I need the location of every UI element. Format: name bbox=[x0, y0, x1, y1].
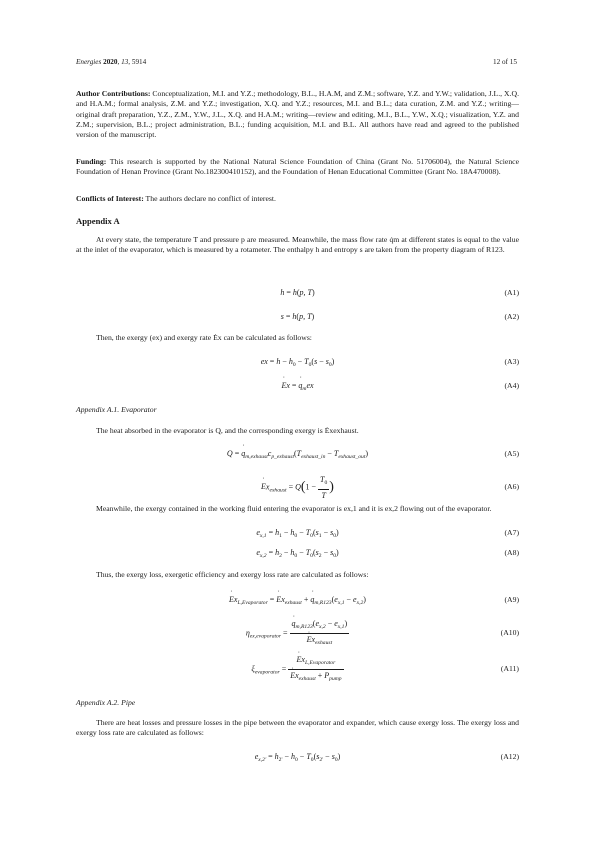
section-a1-heading: Appendix A.1. Evaporator bbox=[76, 405, 157, 414]
appendix-a-heading: Appendix A bbox=[76, 216, 120, 226]
equation-a12-number: (A12) bbox=[500, 752, 519, 761]
equation-a4-expression: E ˙x = q $˙_mex$ bbox=[76, 381, 519, 392]
equation-a9-expression: E $˙x_{L,Evaporator} = E$ $˙x_{exhaust} + q$ $˙_{m,R123}(e_{x,1} - e_{x,2})$ bbox=[76, 595, 519, 606]
running-header-citation: Energies 2020, 13, 5914 bbox=[76, 58, 147, 66]
equation-a2-number: (A2) bbox=[504, 312, 519, 321]
equation-a8-number: (A8) bbox=[504, 548, 519, 557]
equation-a2-expression: s = h(p, T) bbox=[280, 312, 315, 321]
conflicts-text: The authors declare no conflict of interest. bbox=[143, 194, 276, 203]
equation-a5-number: (A5) bbox=[504, 449, 519, 458]
equation-a8 bbox=[76, 548, 519, 562]
appendix-a-intro-paragraph: At every state, the temperature T and pressure p are measured. Meanwhile, the mass flow rate q̇m at different states is equal to the value at the inlet of the evaporator, which is measured by a rotameter. The enthalpy h and entropy s are taken from the property diagram of R123. bbox=[76, 235, 519, 255]
funding-paragraph bbox=[76, 157, 519, 178]
equation-a5 bbox=[76, 449, 519, 463]
equation-a8-expression: $e_{x,2} = h_2 - h_0 - T_0(s_2 - s_0)$ bbox=[256, 548, 339, 559]
journal-year: 2020 bbox=[103, 58, 118, 66]
appendix-a-intro bbox=[76, 235, 519, 256]
equation-a10-expression: $\eta_{ex,evaporator}$ = $\frac{q ˙_{m,R123}(e_{x,2} - e_{x,1})}{E ˙x_{exhaust}}$ bbox=[76, 618, 519, 649]
equation-a6 bbox=[76, 474, 519, 500]
appendix-a-exergy-intro bbox=[76, 333, 519, 343]
section-a2-text-para: There are heat losses and pressure losses in the pipe between the evaporator and expander, which cause exergy loss. The exergy loss and exergy loss rate are calculated as follows: bbox=[76, 718, 519, 738]
equation-a4-number: (A4) bbox=[504, 381, 519, 390]
equation-a7-expression: $e_{x,1} = h_1 - h_0 - T_0(s_1 - s_0)$ bbox=[256, 528, 339, 539]
equation-a10 bbox=[76, 618, 519, 646]
equation-a11-expression: $\xi_{evaporator}$ = $\frac{E ˙x_{L,Evaporator}}{E ˙x_{exhaust} + P_{pump}}$ bbox=[76, 654, 519, 685]
section-a2-heading: Appendix A.2. Pipe bbox=[76, 698, 136, 707]
section-a1-text-2-para: Meanwhile, the exergy contained in the working fluid entering the evaporator is ex,1 and it is ex,2 flowing out of the evaporator. bbox=[96, 504, 492, 513]
appendix-a-heading-block bbox=[76, 216, 519, 226]
equation-a12-expression: $e_{x,2'} = h_{2'} - h_0 - T_0(s_{2'} - s_0)$ bbox=[254, 752, 341, 763]
equation-a1 bbox=[76, 288, 519, 302]
equation-a1-expression: h = h(p, T) bbox=[280, 288, 315, 297]
equation-a11-number: (A11) bbox=[500, 664, 519, 673]
author-contributions-text: Conceptualization, M.I. and Y.Z.; methodology, B.L., H.A.M, and Z.M.; software, Y.Z. and Y.W.; validation, J.L., X.Q. and H.A.M.; formal analysis, Z.M. and Y.Z.; investigation, X.Q. and Y.Z.; resources, M.I. and B.L.; data curation, Z.M. and Y.Z.; writing—original draft preparation, Y.Z., Z.M., Y.W., J.L., X.Q. and H.A.M.; writing—review and editing, M.I., B.L., Y.W., X.Q.; visualization, Y.Z. and Z.M.; supervision, B.L.; project administration, B.L.; funding acquisition, M.I. and B.L. All authors have read and agreed to the published version of the manuscript. bbox=[76, 89, 519, 140]
journal-volume: 13 bbox=[121, 58, 129, 66]
section-a1-text-1 bbox=[76, 426, 519, 436]
funding-block bbox=[76, 157, 519, 178]
equation-a6-number: (A6) bbox=[504, 482, 519, 491]
equation-a2 bbox=[76, 312, 519, 326]
equation-a11 bbox=[76, 654, 519, 682]
equation-a7 bbox=[76, 528, 519, 542]
equation-a1-number: (A1) bbox=[504, 288, 519, 297]
section-a2-heading-block bbox=[76, 698, 519, 707]
conflicts-paragraph bbox=[76, 194, 519, 204]
equation-a3-expression: ex = $h - h_0 - T_0(s - s_0)$ bbox=[260, 357, 335, 368]
equation-a9-number: (A9) bbox=[504, 595, 519, 604]
equation-a3 bbox=[76, 357, 519, 371]
article-number: , 5914 bbox=[128, 58, 147, 66]
author-contributions-paragraph bbox=[76, 89, 519, 140]
author-contributions-block bbox=[76, 89, 519, 140]
author-contributions-label: Author Contributions: bbox=[76, 89, 151, 98]
section-a1-text-2 bbox=[76, 504, 519, 514]
equation-a3-number: (A3) bbox=[504, 357, 519, 366]
conflicts-block bbox=[76, 194, 519, 204]
funding-label: Funding: bbox=[76, 157, 107, 166]
equation-a4 bbox=[76, 381, 519, 395]
journal-name: Energies bbox=[76, 58, 102, 66]
equation-a6-expression: E $˙x_{exhaust} = Q(1$ − $\frac{T_0}{T}$ ) bbox=[76, 474, 519, 501]
appendix-a-exergy-intro-text: Then, the exergy (ex) and exergy rate Ėx can be calculated as follows: bbox=[96, 333, 312, 342]
section-a1-text-1-para: The heat absorbed in the evaporator is Q, and the corresponding exergy is Ėxexhaust. bbox=[96, 426, 359, 435]
section-a1-heading-block bbox=[76, 405, 519, 414]
equation-a12 bbox=[76, 752, 519, 766]
conflicts-label: Conflicts of Interest: bbox=[76, 194, 144, 203]
equation-a10-number: (A10) bbox=[500, 628, 519, 637]
equation-a9 bbox=[76, 595, 519, 609]
section-a1-text-3 bbox=[76, 570, 519, 580]
page-number: 12 of 15 bbox=[493, 58, 517, 66]
equation-a5-expression: Q = q $˙_{m,exhaust}c_{p\_exhaust}(T_{exhaust\_in} - T_{exhaust\_out})$ bbox=[76, 449, 519, 460]
equation-a7-number: (A7) bbox=[504, 528, 519, 537]
section-a1-text-3-para: Thus, the exergy loss, exergetic efficiency and exergy loss rate are calculated as follows: bbox=[96, 570, 369, 579]
funding-text: This research is supported by the National Natural Science Foundation of China (Grant No. 51706004), the Natural Science Foundation of Henan Province (Grant No.182300410152), and the Foundation of Henan Educational Committee (Grant No. 18A470008). bbox=[76, 157, 519, 177]
section-a2-text bbox=[76, 718, 519, 739]
